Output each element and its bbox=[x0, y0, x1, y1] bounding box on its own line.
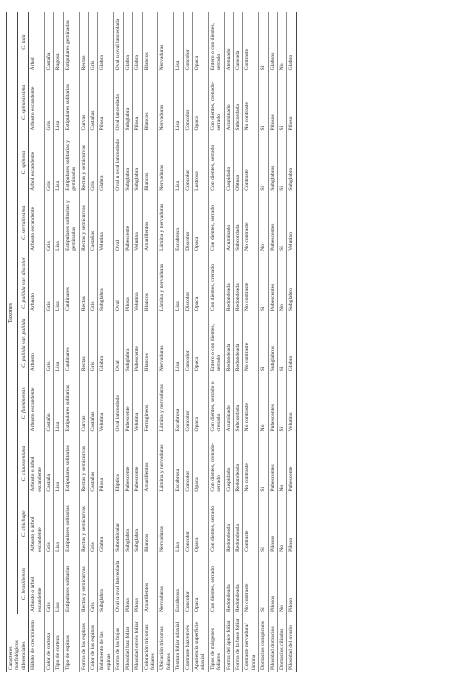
table-cell: No contraste bbox=[243, 313, 259, 373]
table-cell: Estipulares solitarias bbox=[63, 494, 79, 554]
table-cell: Rectas bbox=[79, 12, 88, 72]
table-cell: Rectas y semicurvas bbox=[79, 494, 88, 554]
table-cell: Rectas bbox=[79, 253, 88, 313]
table-cell: Gris bbox=[89, 313, 98, 373]
table-cell: Suborbicular bbox=[114, 494, 123, 554]
table-cell: Con dientes, serrado o crenado bbox=[208, 373, 224, 433]
table-row bbox=[29, 12, 45, 672]
table-cell: Amarillentos bbox=[142, 554, 158, 614]
table-cell: Oval u oval lanceolada bbox=[114, 12, 123, 72]
table-row bbox=[224, 12, 233, 672]
table-row bbox=[45, 12, 54, 672]
row-label: Domacios ciliados bbox=[278, 614, 287, 672]
table-cell: Gris bbox=[45, 72, 54, 132]
table-cell: Opaca bbox=[192, 494, 208, 554]
table-cell: Arbusto o árbol escandente bbox=[29, 554, 45, 614]
table-cell: Nervaduras bbox=[158, 133, 174, 193]
table-cell: Redondeada bbox=[224, 253, 233, 313]
table-cell: Arbusto bbox=[29, 313, 45, 373]
table-cell: Arbusto o árbol escandente bbox=[29, 433, 45, 493]
table-cell: Con dientes, serrado bbox=[208, 193, 224, 253]
table-cell: Subglabra bbox=[133, 133, 142, 193]
row-label: Forma de las hojas bbox=[114, 614, 123, 672]
table-cell: Pubescentes bbox=[268, 373, 277, 433]
species-header: C. chichape bbox=[18, 494, 29, 554]
table-cell: Lisa bbox=[54, 313, 63, 373]
table-cell: Concolor bbox=[183, 133, 192, 193]
table-cell: Lisa bbox=[54, 373, 63, 433]
table-cell: Opaca bbox=[192, 313, 208, 373]
row-label: Tipo de corteza bbox=[54, 614, 63, 672]
species-header: C. tula bbox=[18, 12, 29, 72]
table-cell: Concolor bbox=[183, 554, 192, 614]
species-header: C. serratissima bbox=[18, 193, 29, 253]
table-cell: Escabrosa bbox=[174, 554, 183, 614]
table-cell: No contraste bbox=[243, 72, 259, 132]
table-cell: Contraste bbox=[243, 12, 259, 72]
table-row bbox=[233, 12, 242, 672]
table-cell: Atenuado bbox=[224, 12, 233, 72]
table-cell: Glabra bbox=[98, 494, 114, 554]
table-cell: Redondeada bbox=[233, 554, 242, 614]
table-cell: Opaca bbox=[192, 433, 208, 493]
table-cell: Subglabra bbox=[98, 554, 114, 614]
table-cell: Lustrosa bbox=[192, 133, 208, 193]
table-cell: Sí bbox=[259, 72, 268, 132]
table-cell: Sí bbox=[259, 253, 268, 313]
table-cell: Piloso bbox=[287, 494, 296, 554]
row-label: Ubicación tricomas foliares bbox=[158, 614, 174, 672]
table-cell: Sí bbox=[259, 494, 268, 554]
table-cell: Glabra bbox=[98, 133, 114, 193]
table-cell: Lámina y nervaduras bbox=[158, 253, 174, 313]
row-label: Indumento de las espinas bbox=[98, 614, 114, 672]
table-cell: Glabro bbox=[287, 313, 296, 373]
table-cell: Glabra bbox=[98, 12, 114, 72]
table-cell: Blancos bbox=[142, 313, 158, 373]
table-cell: Opaca bbox=[192, 253, 208, 313]
table-cell: Lisa bbox=[54, 133, 63, 193]
table-cell: Pilosos bbox=[268, 554, 277, 614]
table-cell: Arbusto o árbol escandente bbox=[29, 494, 45, 554]
table-cell: No bbox=[278, 253, 287, 313]
species-header-row bbox=[18, 12, 29, 672]
table-cell: Nervaduras bbox=[158, 12, 174, 72]
table-cell: Gris bbox=[45, 253, 54, 313]
table-cell: Con dientes, serrado bbox=[208, 554, 224, 614]
table-cell: Opaca bbox=[192, 193, 208, 253]
table-cell: Castañas bbox=[89, 373, 98, 433]
table-cell: Pilosa bbox=[123, 554, 132, 614]
row-label: Textura foliar adaxial bbox=[174, 614, 183, 672]
table-cell: Gris bbox=[89, 494, 98, 554]
table-cell: Arbusto escandente bbox=[29, 373, 45, 433]
row-label: Apariencia superficie adaxial bbox=[192, 614, 208, 672]
table-cell: Estipulares solitarias bbox=[63, 72, 79, 132]
table-cell: Nervaduras bbox=[158, 72, 174, 132]
table-row bbox=[287, 12, 296, 672]
table-cell: Estipulares solitarias bbox=[63, 433, 79, 493]
table-cell: Subcordada bbox=[233, 373, 242, 433]
table-row bbox=[54, 12, 63, 672]
table-cell: Gris bbox=[45, 193, 54, 253]
table-cell: No bbox=[278, 494, 287, 554]
table-row bbox=[98, 12, 114, 672]
table-cell: No bbox=[259, 373, 268, 433]
table-cell: Caulinares bbox=[63, 313, 79, 373]
row-label: Pilosidad haz foliar bbox=[123, 614, 132, 672]
row-label: Pilosidad envés foliar bbox=[133, 614, 142, 672]
table-cell: Amarillentos bbox=[142, 193, 158, 253]
table-row bbox=[114, 12, 123, 672]
table-cell: Cuspidado bbox=[224, 133, 233, 193]
table-cell: Discolor bbox=[183, 193, 192, 253]
table-cell: Elíptica bbox=[114, 433, 123, 493]
table-cell: Subcordada bbox=[233, 72, 242, 132]
table-cell: Blancos bbox=[142, 72, 158, 132]
table-cell: Contraste bbox=[243, 494, 259, 554]
table-row bbox=[158, 12, 174, 672]
table-cell: Lisa bbox=[174, 12, 183, 72]
table-cell: Estipulares solitarias y geminadas bbox=[63, 193, 79, 253]
table-cell: Nervaduras bbox=[158, 494, 174, 554]
table-cell: Gris bbox=[45, 494, 54, 554]
table-cell: No bbox=[278, 554, 287, 614]
table-cell: Escabrosa bbox=[174, 193, 183, 253]
table-cell: Pubescentes bbox=[268, 433, 277, 493]
table-cell: Subglabra bbox=[123, 72, 132, 132]
table-cell: Castaña bbox=[45, 433, 54, 493]
table-cell: Sí bbox=[278, 133, 287, 193]
table-cell: No bbox=[278, 12, 287, 72]
table-cell: Subglabra bbox=[98, 253, 114, 313]
row-label: Color de las espinas bbox=[89, 614, 98, 672]
taxa-header: Taxones bbox=[7, 12, 18, 614]
table-cell: Subglabro bbox=[287, 133, 296, 193]
header-row-taxa bbox=[7, 12, 18, 672]
table-row bbox=[63, 12, 79, 672]
table-row bbox=[192, 12, 208, 672]
table-cell: Redondeada bbox=[233, 253, 242, 313]
table-cell: Pubescente bbox=[123, 193, 132, 253]
table-cell: Lisa bbox=[54, 193, 63, 253]
table-cell: Lisa bbox=[54, 494, 63, 554]
table-cell: Blancos bbox=[142, 253, 158, 313]
table-cell: Cuspidado bbox=[224, 433, 233, 493]
table-cell: Opaca bbox=[192, 554, 208, 614]
table-cell: Velutina bbox=[133, 253, 142, 313]
species-header: C. brasiliensis bbox=[18, 554, 29, 614]
table-cell: Lisa bbox=[54, 554, 63, 614]
table-cell: Castaña bbox=[45, 12, 54, 72]
table-cell: Castañas bbox=[89, 193, 98, 253]
table-cell: Rectas y semicurvas bbox=[79, 133, 88, 193]
table-cell: Caulinares bbox=[63, 253, 79, 313]
table-cell: Pubescente bbox=[123, 373, 132, 433]
table-cell: Escabrosa bbox=[174, 433, 183, 493]
table-cell: Blancos bbox=[142, 494, 158, 554]
table-cell: Blancos bbox=[142, 133, 158, 193]
table-cell: Glabra bbox=[123, 12, 132, 72]
table-cell: Curvas bbox=[79, 373, 88, 433]
table-cell: Blancos bbox=[142, 12, 158, 72]
morphology-table bbox=[6, 12, 297, 672]
table-cell: Escabrosa bbox=[174, 373, 183, 433]
table-cell: Sí bbox=[259, 554, 268, 614]
table-cell: Nervaduras bbox=[158, 313, 174, 373]
table-row bbox=[133, 12, 142, 672]
table-cell: Arbusto escandente bbox=[29, 72, 45, 132]
table-cell: No contraste bbox=[243, 554, 259, 614]
table-cell: Pilosos bbox=[268, 72, 277, 132]
table-cell: Subglabra bbox=[133, 494, 142, 554]
table-cell: Concolor bbox=[183, 12, 192, 72]
table-cell: No contraste bbox=[243, 373, 259, 433]
table-cell: Rugosa bbox=[54, 12, 63, 72]
species-header: C. spinosissima bbox=[18, 72, 29, 132]
table-body bbox=[29, 12, 297, 672]
table-cell: Glabra bbox=[133, 12, 142, 72]
table-cell: Acuminado bbox=[224, 72, 233, 132]
table-cell: Árbol bbox=[29, 12, 45, 72]
species-header: C. spinosa bbox=[18, 133, 29, 193]
table-cell: Sí bbox=[278, 193, 287, 253]
table-cell: Sí bbox=[259, 313, 268, 373]
table-cell: No bbox=[278, 433, 287, 493]
table-row bbox=[278, 12, 287, 672]
table-cell: Lámina y nervaduras bbox=[158, 373, 174, 433]
table-row bbox=[142, 12, 158, 672]
table-cell: Amarillentos bbox=[142, 433, 158, 493]
table-cell: Pubescente bbox=[133, 433, 142, 493]
table-cell: Árbol escandente bbox=[29, 133, 45, 193]
table-cell: Pilosa bbox=[133, 554, 142, 614]
table-row bbox=[89, 12, 98, 672]
row-label: Coloración tricomas foliares bbox=[142, 614, 158, 672]
table-cell: Redondeada bbox=[224, 554, 233, 614]
table-cell: Sí bbox=[278, 313, 287, 373]
table-cell: Pubescente bbox=[123, 433, 132, 493]
species-header: C. fluminensis bbox=[18, 373, 29, 433]
table-cell: Pilosa bbox=[123, 253, 132, 313]
table-cell: Rectas y semicurvas bbox=[79, 193, 88, 253]
row-label: Pilosidad domacios bbox=[268, 614, 277, 672]
row-label: Domacios conspicuos bbox=[259, 614, 268, 672]
table-cell: Obtusa bbox=[233, 133, 242, 193]
table-cell: Piloso bbox=[287, 554, 296, 614]
table-cell: Oval bbox=[114, 313, 123, 373]
table-cell: Redondeada bbox=[233, 494, 242, 554]
table-cell: Opaca bbox=[192, 12, 208, 72]
table-cell: Con dientes, crenado bbox=[208, 253, 224, 313]
table-cell: Subcordada bbox=[233, 193, 242, 253]
table-cell: Redondeada bbox=[233, 433, 242, 493]
table-cell: Acuminado bbox=[224, 193, 233, 253]
table-cell: Lisa bbox=[174, 253, 183, 313]
row-label: Forma de la base foliar bbox=[233, 614, 242, 672]
table-cell: Sí bbox=[259, 133, 268, 193]
table-cell: Concolor bbox=[183, 313, 192, 373]
table-cell: Velutina bbox=[98, 373, 114, 433]
table-cell: Gris bbox=[89, 253, 98, 313]
row-label: Pilosidad del ovario bbox=[287, 614, 296, 672]
table-cell: Subglabra bbox=[123, 133, 132, 193]
table-cell: Lisa bbox=[174, 133, 183, 193]
table-cell: Glabro bbox=[287, 12, 296, 72]
table-cell: Velutino bbox=[287, 193, 296, 253]
table-cell: Gris bbox=[45, 133, 54, 193]
table-cell: Gris bbox=[89, 554, 98, 614]
table-row bbox=[123, 12, 132, 672]
table-cell: Lámina y nervaduras bbox=[158, 193, 174, 253]
table-cell: Con dientes, serrado bbox=[208, 494, 224, 554]
row-label: Tipos de márgenes foliares bbox=[208, 614, 224, 672]
table-cell: Estipulares geminadas bbox=[63, 12, 79, 72]
table-cell: Sí bbox=[278, 72, 287, 132]
table-cell: Pilosa bbox=[98, 72, 114, 132]
table-cell: Rectas y semicurvas bbox=[79, 433, 88, 493]
table-cell: Lisa bbox=[54, 433, 63, 493]
table-cell: Oval u oval lanceolada bbox=[114, 133, 123, 193]
table-cell: Velutina bbox=[133, 193, 142, 253]
table-cell: Velutina bbox=[98, 193, 114, 253]
table-cell: Estipulares solitarias y geminadas bbox=[63, 133, 79, 193]
table-cell: Lisa bbox=[54, 253, 63, 313]
table-cell: Oval bbox=[114, 193, 123, 253]
table-cell: Oval bbox=[114, 253, 123, 313]
species-header: C. clausseniana bbox=[18, 433, 29, 493]
table-cell: Velutino bbox=[287, 373, 296, 433]
row-label: Forma del ápice foliar bbox=[224, 614, 233, 672]
table-row bbox=[79, 12, 88, 672]
table-cell: Sí bbox=[259, 433, 268, 493]
table-cell: Subglabros bbox=[268, 133, 277, 193]
table-cell: Piloso bbox=[287, 72, 296, 132]
table-row bbox=[174, 12, 183, 672]
table-cell: Rectas y semicurvas bbox=[79, 554, 88, 614]
table-row bbox=[183, 12, 192, 672]
table-cell: Pilosa bbox=[133, 72, 142, 132]
table-cell: Entero o con dientes, serrado bbox=[208, 313, 224, 373]
table-cell: Acuminado bbox=[224, 373, 233, 433]
table-cell: Subglabros bbox=[268, 313, 277, 373]
table-cell: Concolor bbox=[183, 72, 192, 132]
table-cell: Gris bbox=[45, 313, 54, 373]
table-cell: Entero o con dientes, serrado bbox=[208, 12, 224, 72]
table-cell: Con dientes, crenado-serrado bbox=[208, 433, 224, 493]
table-cell: Redondeada bbox=[224, 313, 233, 373]
table-cell: Pilosa bbox=[98, 433, 114, 493]
table-cell: Estipulares solitarias bbox=[63, 373, 79, 433]
table-cell: Pubescentes bbox=[268, 193, 277, 253]
table-cell: Redondeada bbox=[233, 313, 242, 373]
table-cell: Lámina y nervaduras bbox=[158, 433, 174, 493]
row-label: Tipo de espinas bbox=[63, 614, 79, 672]
table-cell: Arbusto bbox=[29, 253, 45, 313]
table-cell: Glabros bbox=[268, 12, 277, 72]
row-label: Hábito de crecimiento bbox=[29, 614, 45, 672]
species-header: C. pallida var. discolor bbox=[18, 253, 29, 313]
table-cell: No contraste bbox=[243, 433, 259, 493]
table-cell: Castañas bbox=[89, 72, 98, 132]
characters-header: Caracteres morfológicos diferenciales bbox=[7, 614, 29, 672]
table-cell: Lisa bbox=[174, 72, 183, 132]
table-cell: Arbusto escandente bbox=[29, 193, 45, 253]
table-cell: Gris bbox=[45, 554, 54, 614]
table-row bbox=[268, 12, 277, 672]
table-cell: Opaca bbox=[192, 72, 208, 132]
table-cell: Opaca bbox=[192, 373, 208, 433]
table-cell: Con dientes, serrado bbox=[208, 133, 224, 193]
table-cell: Oval lanceolada bbox=[114, 373, 123, 433]
table-cell: Rectas bbox=[79, 313, 88, 373]
row-label: Color de corteza bbox=[45, 614, 54, 672]
table-cell: Discolor bbox=[183, 253, 192, 313]
table-cell: Pubescente bbox=[133, 313, 142, 373]
table-cell: Estipulares solitarias bbox=[63, 554, 79, 614]
table-cell: Con dientes, crenado-serrado bbox=[208, 72, 224, 132]
species-header: C. pallida var. pallida bbox=[18, 313, 29, 373]
table-cell: Castañas bbox=[89, 433, 98, 493]
table-cell: Lisa bbox=[174, 313, 183, 373]
table-cell: Nervaduras bbox=[158, 554, 174, 614]
table-cell: Subglabro bbox=[287, 253, 296, 313]
table-cell: Curvas bbox=[79, 72, 88, 132]
table-cell: No contraste bbox=[243, 253, 259, 313]
row-label: Contraste haz/envés bbox=[183, 614, 192, 672]
table-cell: Cuneada bbox=[233, 12, 242, 72]
table-cell: Ferrugíneos bbox=[142, 373, 158, 433]
table-cell: Concolor bbox=[183, 433, 192, 493]
table-cell: Pubescentes bbox=[268, 253, 277, 313]
table-cell: Contraste bbox=[243, 133, 259, 193]
table-cell: No bbox=[259, 193, 268, 253]
table-cell: Glabra bbox=[98, 313, 114, 373]
row-label: Forma de las espinas bbox=[79, 614, 88, 672]
table-cell: Gris bbox=[89, 12, 98, 72]
table-row bbox=[259, 12, 268, 672]
table-row bbox=[243, 12, 259, 672]
table-cell: Oval lanceolada bbox=[114, 72, 123, 132]
table-cell: Redondeada bbox=[224, 494, 233, 554]
table-cell: Velutina bbox=[133, 373, 142, 433]
table-cell: Pubescente bbox=[287, 433, 296, 493]
table-cell: Sí bbox=[278, 373, 287, 433]
table-row bbox=[208, 12, 224, 672]
table-cell: Sí bbox=[259, 12, 268, 72]
table-cell: Castaño bbox=[45, 373, 54, 433]
table-cell: Pilosos bbox=[268, 494, 277, 554]
table-cell: Oval u oval lanceolada bbox=[114, 554, 123, 614]
row-label: Contraste nervadura/ lámina bbox=[243, 614, 259, 672]
table-cell: Concolor bbox=[183, 373, 192, 433]
table-cell: No contraste bbox=[243, 193, 259, 253]
table-cell: Gris bbox=[89, 133, 98, 193]
table-cell: Concolor bbox=[183, 494, 192, 554]
table-cell: Subglabra bbox=[123, 494, 132, 554]
table-cell: Lisa bbox=[54, 72, 63, 132]
table-cell: Lisa bbox=[174, 494, 183, 554]
table-cell: Subglabra bbox=[123, 313, 132, 373]
